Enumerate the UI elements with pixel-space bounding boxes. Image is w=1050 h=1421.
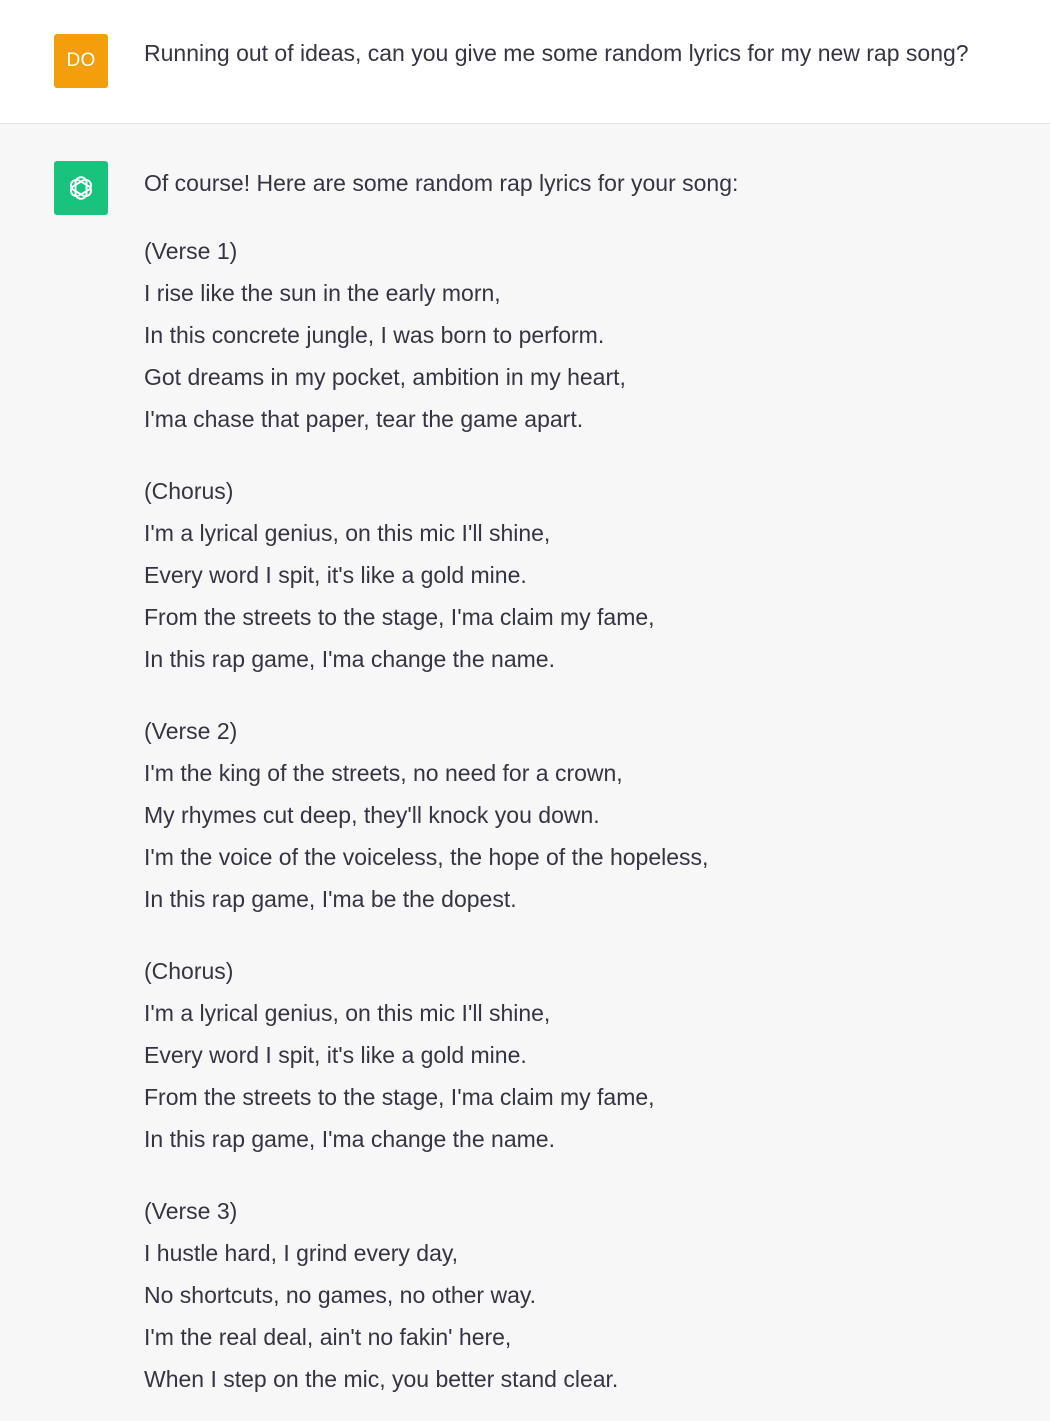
lyrics-stanza (144, 1196, 618, 1406)
lyric-line: Every word I spit, it's like a gold mine. (144, 1042, 527, 1068)
lyric-line: In this rap game, I'ma be the dopest. (144, 886, 517, 912)
stanza-heading: (Chorus) (144, 958, 234, 984)
user-message (0, 0, 1050, 124)
user-avatar: DO (54, 34, 108, 88)
lyric-line: I'ma chase that paper, tear the game apart. (144, 406, 584, 432)
lyric-line: I'm the real deal, ain't no fakin' here, (144, 1324, 512, 1350)
assistant-message (0, 124, 1050, 1421)
lyrics-stanza (144, 236, 626, 446)
assistant-intro-text: Of course! Here are some random rap lyrics for your song: (144, 170, 739, 196)
lyric-line: In this concrete jungle, I was born to perform. (144, 322, 605, 348)
lyric-line: I rise like the sun in the early morn, (144, 280, 501, 306)
lyric-line: In this rap game, I'ma change the name. (144, 646, 555, 672)
lyric-line: I'm a lyrical genius, on this mic I'll shine, (144, 1000, 551, 1026)
lyric-line: From the streets to the stage, I'ma claim my fame, (144, 604, 655, 630)
lyric-line: In this rap game, I'ma change the name. (144, 1126, 555, 1152)
lyric-line: From the streets to the stage, I'ma claim my fame, (144, 1084, 655, 1110)
assistant-avatar (54, 161, 108, 215)
lyric-line: I hustle hard, I grind every day, (144, 1240, 459, 1266)
lyrics-stanza (144, 956, 655, 1166)
lyric-line: My rhymes cut deep, they'll knock you down. (144, 802, 600, 828)
lyric-line: Got dreams in my pocket, ambition in my heart, (144, 364, 626, 390)
lyric-line: No shortcuts, no games, no other way. (144, 1282, 537, 1308)
lyrics-stanza (144, 716, 708, 926)
user-message-text: Running out of ideas, can you give me some random lyrics for my new rap song? (144, 40, 969, 66)
openai-logo-icon (65, 172, 97, 204)
lyric-line: When I step on the mic, you better stand clear. (144, 1366, 619, 1392)
stanza-heading: (Verse 3) (144, 1198, 238, 1224)
lyric-line: I'm the voice of the voiceless, the hope of the hopeless, (144, 844, 709, 870)
lyric-line: Every word I spit, it's like a gold mine. (144, 562, 527, 588)
stanza-heading: (Verse 1) (144, 238, 238, 264)
lyric-line: I'm a lyrical genius, on this mic I'll shine, (144, 520, 551, 546)
stanza-heading: (Verse 2) (144, 718, 238, 744)
lyric-line: I'm the king of the streets, no need for a crown, (144, 760, 623, 786)
stanza-heading: (Chorus) (144, 478, 234, 504)
lyrics-stanza (144, 476, 655, 686)
